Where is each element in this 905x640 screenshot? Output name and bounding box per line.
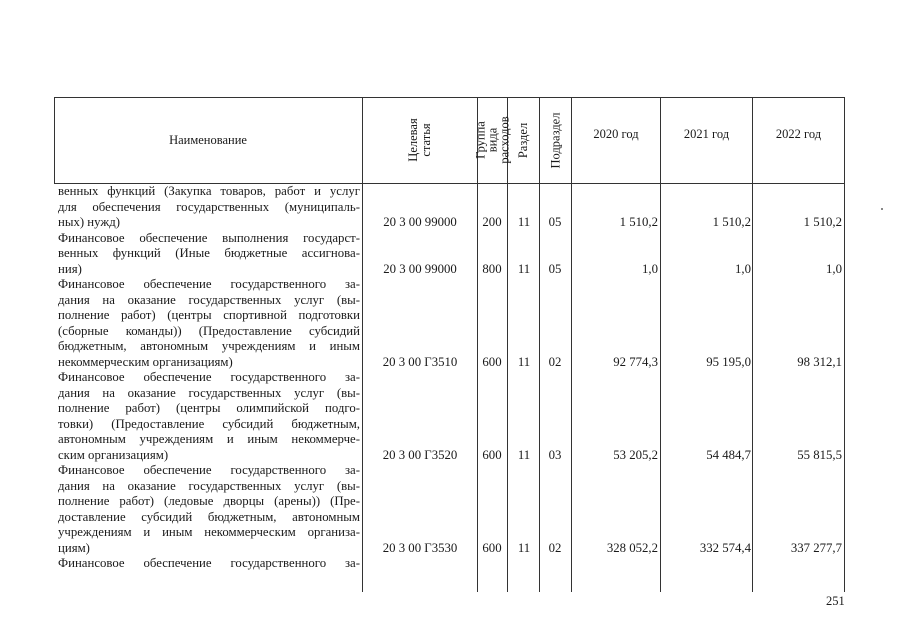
- header-2022: 2022 год: [775, 127, 822, 141]
- row-name-line: Финансовое обеспечение государственного за-: [58, 370, 360, 384]
- row-value-2020: 53 205,2: [613, 447, 658, 462]
- row-name-line: Финансовое обеспечение выполнения государст-: [58, 230, 360, 245]
- row-name: [58, 277, 360, 370]
- row-name-line: ния): [58, 261, 82, 276]
- row-name-line: учреждениям и иным некоммерческим организа-: [58, 525, 360, 539]
- header-name: Наименование: [169, 133, 247, 147]
- row-code: 20 3 00 Г3530: [382, 540, 458, 555]
- header-group: Группа вида расходов: [473, 116, 512, 164]
- row-value-2021: 1 510,2: [712, 215, 751, 229]
- row-name-line: автономным учреждениям и иным некоммерче-: [58, 432, 360, 446]
- row-value-2022: 55 815,5: [797, 447, 842, 462]
- row-name-line: полнение работ) (центры олимпийской подго-: [58, 401, 360, 415]
- col-divider-subsection: [571, 97, 572, 592]
- row-value-2022: 337 277,7: [790, 540, 842, 555]
- row-name-line: бюджетным, автономным учреждениям и иным: [58, 339, 360, 353]
- row-group: 800: [482, 261, 502, 276]
- row-name-line: доставление субсидий бюджетным, автономным: [58, 509, 360, 524]
- header-2021: 2021 год: [683, 127, 730, 141]
- row-name-line: Финансовое обеспечение государственного за-: [58, 277, 360, 291]
- row-name-line: венных функций (Иные бюджетные ассигнова-: [58, 246, 360, 260]
- row-name: [58, 463, 360, 556]
- row-code: 20 3 00 99000: [383, 215, 457, 229]
- row-code: 20 3 00 Г3510: [382, 354, 458, 369]
- row-name-line: полнение работ) (ледовые дворцы (арены)) (Пре-: [58, 494, 360, 508]
- row-subsection: 05: [548, 215, 562, 229]
- budget-table: [54, 97, 845, 592]
- row-subsection: 03: [548, 447, 562, 462]
- row-section: 11: [517, 540, 531, 555]
- row-code: 20 3 00 Г3520: [382, 447, 458, 462]
- col-divider-2020: [660, 97, 661, 592]
- row-group: 200: [482, 215, 502, 229]
- row-name-line: ных) нужд): [58, 215, 120, 229]
- row-name-line: товки) (Предоставление субсидий бюджетным,: [58, 416, 360, 431]
- row-name: [58, 370, 360, 463]
- row-code: 20 3 00 99000: [383, 261, 457, 276]
- row-section: 11: [517, 215, 531, 229]
- row-value-2021: 54 484,7: [706, 447, 751, 462]
- right-border: [844, 97, 845, 592]
- row-group: 600: [482, 447, 502, 462]
- row-name-line: дания на оказание государственных услуг (вы-: [58, 478, 360, 493]
- col-divider-2021: [752, 97, 753, 592]
- row-name-line: для обеспечения государственных (муниципаль-: [58, 199, 360, 214]
- row-name-line: (сборные команды)) (Предоставление субсидий: [58, 323, 360, 338]
- row-section: 11: [517, 447, 531, 462]
- row-name-line: венных функций (Закупка товаров, работ и услуг: [58, 184, 360, 198]
- row-value-2020: 328 052,2: [606, 540, 658, 555]
- row-value-2020: 92 774,3: [613, 354, 658, 369]
- row-value-2020: 1,0: [642, 261, 658, 276]
- row-section: 11: [517, 354, 531, 369]
- row-name: [58, 231, 360, 278]
- row-name-line: циям): [58, 540, 90, 555]
- row-name-line: Финансовое обеспечение государственного за-: [58, 556, 360, 570]
- row-value-2020: 1 510,2: [619, 215, 658, 229]
- row-name-line: некоммерческим организациям): [58, 354, 233, 369]
- row-name-line: Финансовое обеспечение государственного за-: [58, 463, 360, 477]
- row-value-2021: 95 195,0: [706, 354, 751, 369]
- row-value-2022: 98 312,1: [797, 354, 842, 369]
- header-subsection: Подраздел: [548, 112, 562, 168]
- row-value-2022: 1,0: [826, 261, 842, 276]
- row-value-2021: 332 574,4: [699, 540, 751, 555]
- scan-speck: [881, 208, 883, 210]
- row-name: [58, 556, 360, 572]
- row-value-2021: 1,0: [735, 261, 751, 276]
- row-name-line: дания на оказание государственных услуг (вы-: [58, 385, 360, 400]
- row-group: 600: [482, 540, 502, 555]
- row-name: [58, 184, 360, 231]
- header-2020: 2020 год: [593, 127, 639, 141]
- header-code: Целевая статья: [406, 118, 433, 162]
- row-value-2022: 1 510,2: [803, 215, 842, 229]
- row-subsection: 02: [548, 540, 562, 555]
- row-section: 11: [517, 261, 531, 276]
- page-number: 251: [826, 594, 845, 608]
- row-group: 600: [482, 354, 502, 369]
- row-name-line: дания на оказание государственных услуг (вы-: [58, 292, 360, 307]
- row-name-line: ским организациям): [58, 447, 169, 462]
- row-subsection: 05: [548, 261, 562, 276]
- row-subsection: 02: [548, 354, 562, 369]
- row-name-line: полнение работ) (центры спортивной подготовки: [58, 308, 360, 322]
- header-section: Раздел: [516, 122, 531, 158]
